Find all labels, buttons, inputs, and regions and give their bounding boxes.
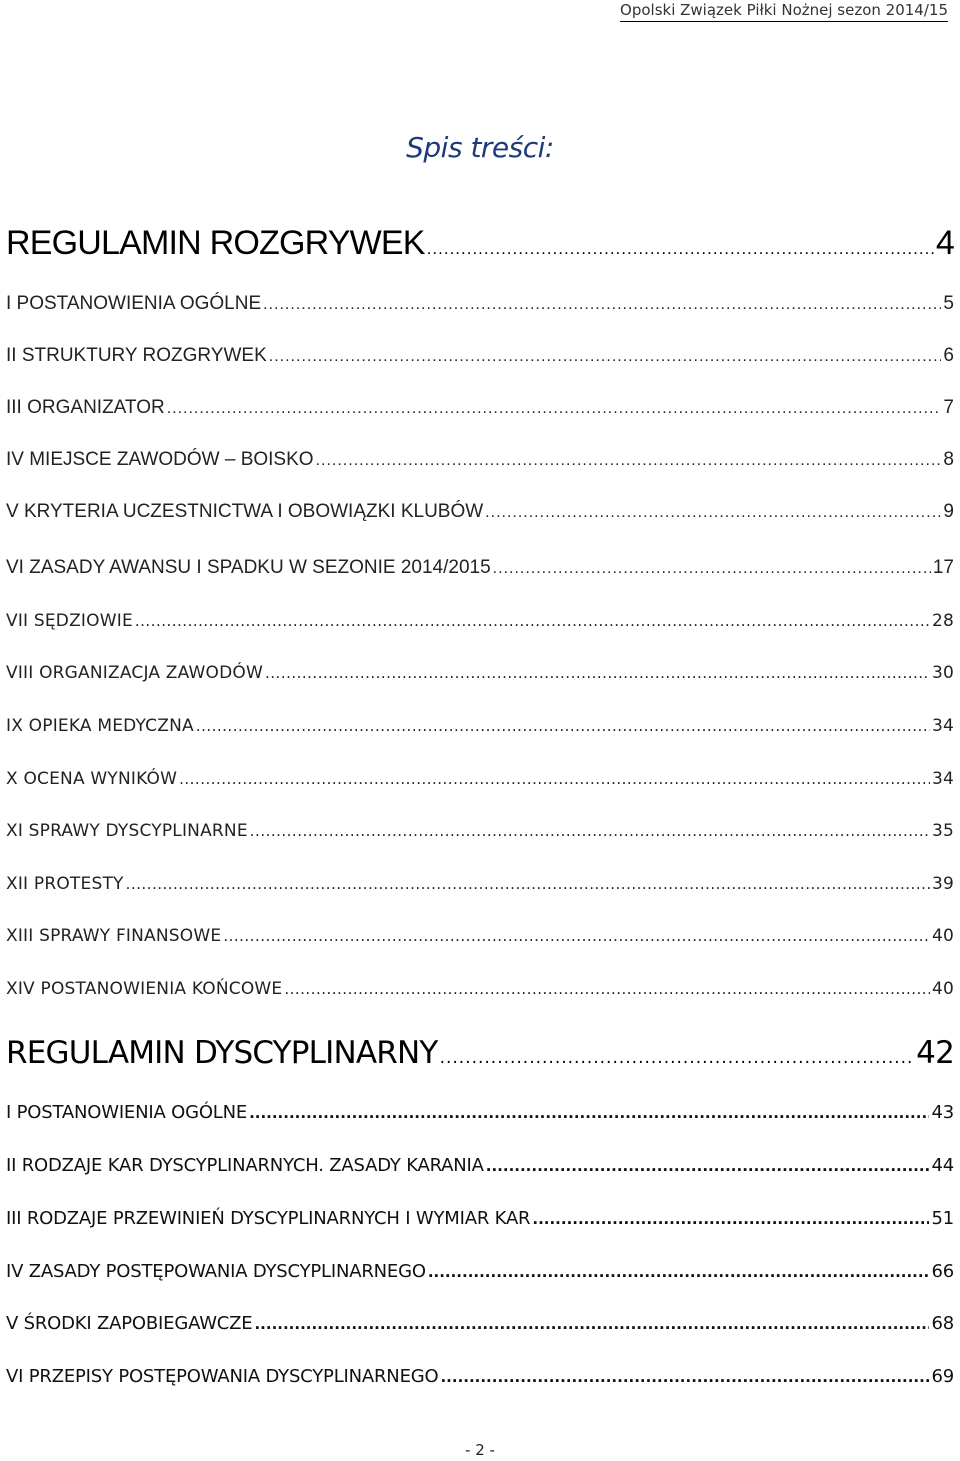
dot-leader [440,1038,915,1078]
dot-leader [485,500,941,526]
toc-entry-page: 39 [931,874,954,894]
toc-entry-page: 34 [931,769,954,789]
toc-entry-label: II STRUKTURY ROZGRYWEK [6,345,267,366]
toc-entry-regulamin-dyscyplinarny[interactable] [6,1033,954,1078]
toc-entry[interactable] [6,713,954,739]
dot-leader [493,556,931,582]
toc-entry[interactable] [6,447,954,474]
toc-entry-label: VI PRZEPISY POSTĘPOWANIA DYSCYPLINARNEGO [6,1366,439,1387]
toc-entry-label: VII SĘDZIOWIE [6,611,133,631]
toc-entry-label: I POSTANOWIENIA OGÓLNE [6,1102,248,1123]
toc-entry[interactable] [6,291,954,318]
toc-entry[interactable] [6,395,954,422]
toc-entry-label: IV MIEJSCE ZAWODÓW – BOISKO [6,449,314,470]
toc-entry-page: 44 [931,1155,954,1176]
toc-entry[interactable] [6,1364,954,1390]
toc-entry[interactable] [6,660,954,686]
dot-leader [167,396,942,422]
toc-entry-label: REGULAMIN DYSCYPLINARNY [6,1035,438,1071]
toc-entry[interactable] [6,343,954,370]
toc-entry[interactable] [6,766,954,792]
toc-entry-page: 51 [931,1208,954,1229]
toc-entry[interactable] [6,923,954,949]
toc-entry-page: 34 [931,716,954,736]
dot-leader [284,976,930,1002]
toc-entry[interactable] [6,1311,954,1337]
page-number: - 2 - [465,1441,495,1459]
dot-leader [265,660,930,686]
toc-entry-page: 68 [931,1313,954,1334]
toc-entry-label: III RODZAJE PRZEWINIEŃ DYSCYPLINARNYCH I WYMIAR KAR [6,1208,531,1229]
dot-leader [269,344,942,370]
toc-entry[interactable] [6,1206,954,1232]
dot-leader [427,229,934,269]
toc-entry-label: IV ZASADY POSTĘPOWANIA DYSCYPLINARNEGO [6,1261,426,1282]
toc-entry-page: 69 [931,1366,954,1387]
dot-leader [254,1311,929,1337]
dot-leader [196,713,930,739]
toc-entry[interactable] [6,818,954,844]
toc-entry-label: XI SPRAWY DYSCYPLINARNE [6,821,248,841]
toc-entry-page: 4 [935,224,954,262]
toc-entry-page: 42 [916,1035,954,1071]
dot-leader [250,818,930,844]
toc-entry-label: V ŚRODKI ZAPOBIEGAWCZE [6,1313,253,1334]
toc-entry-label: VI ZASADY AWANSU I SPADKU W SEZONIE 2014/2015 [6,557,491,578]
toc-entry-page: 40 [931,979,954,999]
toc-entry-label: XIV POSTANOWIENIA KOŃCOWE [6,979,283,999]
toc-entry-label: IX OPIEKA MEDYCZNA [6,716,194,736]
toc-entry-page: 17 [932,557,954,578]
dot-leader [179,766,930,792]
toc-entry[interactable] [6,1259,954,1285]
dot-leader [263,292,941,318]
toc-entry-label: VIII ORGANIZACJA ZAWODÓW [6,663,264,683]
dot-leader [532,1206,929,1232]
dot-leader [428,1259,930,1285]
toc-entry-page: 30 [931,663,954,683]
toc-entry-page: 40 [931,926,954,946]
toc-entry-page: 35 [931,821,954,841]
toc-entry[interactable] [6,1153,954,1179]
toc-entry-label: II RODZAJE KAR DYSCYPLINARNYCH. ZASADY KARANIA [6,1155,484,1176]
toc-entry-regulamin-rozgrywek[interactable] [6,223,954,269]
toc-entry[interactable] [6,555,954,582]
toc-entry-page: 28 [931,611,954,631]
toc-entry-page: 43 [931,1102,954,1123]
toc-entry-label: I POSTANOWIENIA OGÓLNE [6,293,262,314]
toc-entry-label: X OCENA WYNIKÓW [6,769,178,789]
toc-entry-label: REGULAMIN ROZGRYWEK [6,224,425,262]
toc-entry-label: V KRYTERIA UCZESTNICTWA I OBOWIĄZKI KLUBÓW [6,501,484,522]
toc-entry-page: 66 [931,1261,954,1282]
dot-leader [135,608,930,634]
toc-entry[interactable] [6,608,954,634]
toc-entry[interactable] [6,871,954,897]
toc-entry-page: 9 [943,501,954,522]
dot-leader [486,1153,930,1179]
dot-leader [223,923,930,949]
dot-leader [316,448,942,474]
toc-entry-label: XII PROTESTY [6,874,124,894]
toc-entry[interactable] [6,976,954,1002]
dot-leader [440,1364,929,1390]
dot-leader [249,1100,929,1126]
toc-entry-label: XIII SPRAWY FINANSOWE [6,926,222,946]
toc-entry-page: 6 [943,345,954,366]
dot-leader [126,871,930,897]
toc-entry-label: III ORGANIZATOR [6,397,165,418]
toc-entry-page: 8 [943,449,954,470]
running-header: Opolski Związek Piłki Nożnej sezon 2014/15 [620,0,948,22]
toc-entry[interactable] [6,499,954,526]
toc-entry-page: 7 [943,397,954,418]
toc-entry-page: 5 [943,293,954,314]
toc-entry[interactable] [6,1100,954,1126]
toc-title: Spis treści: [406,131,554,164]
